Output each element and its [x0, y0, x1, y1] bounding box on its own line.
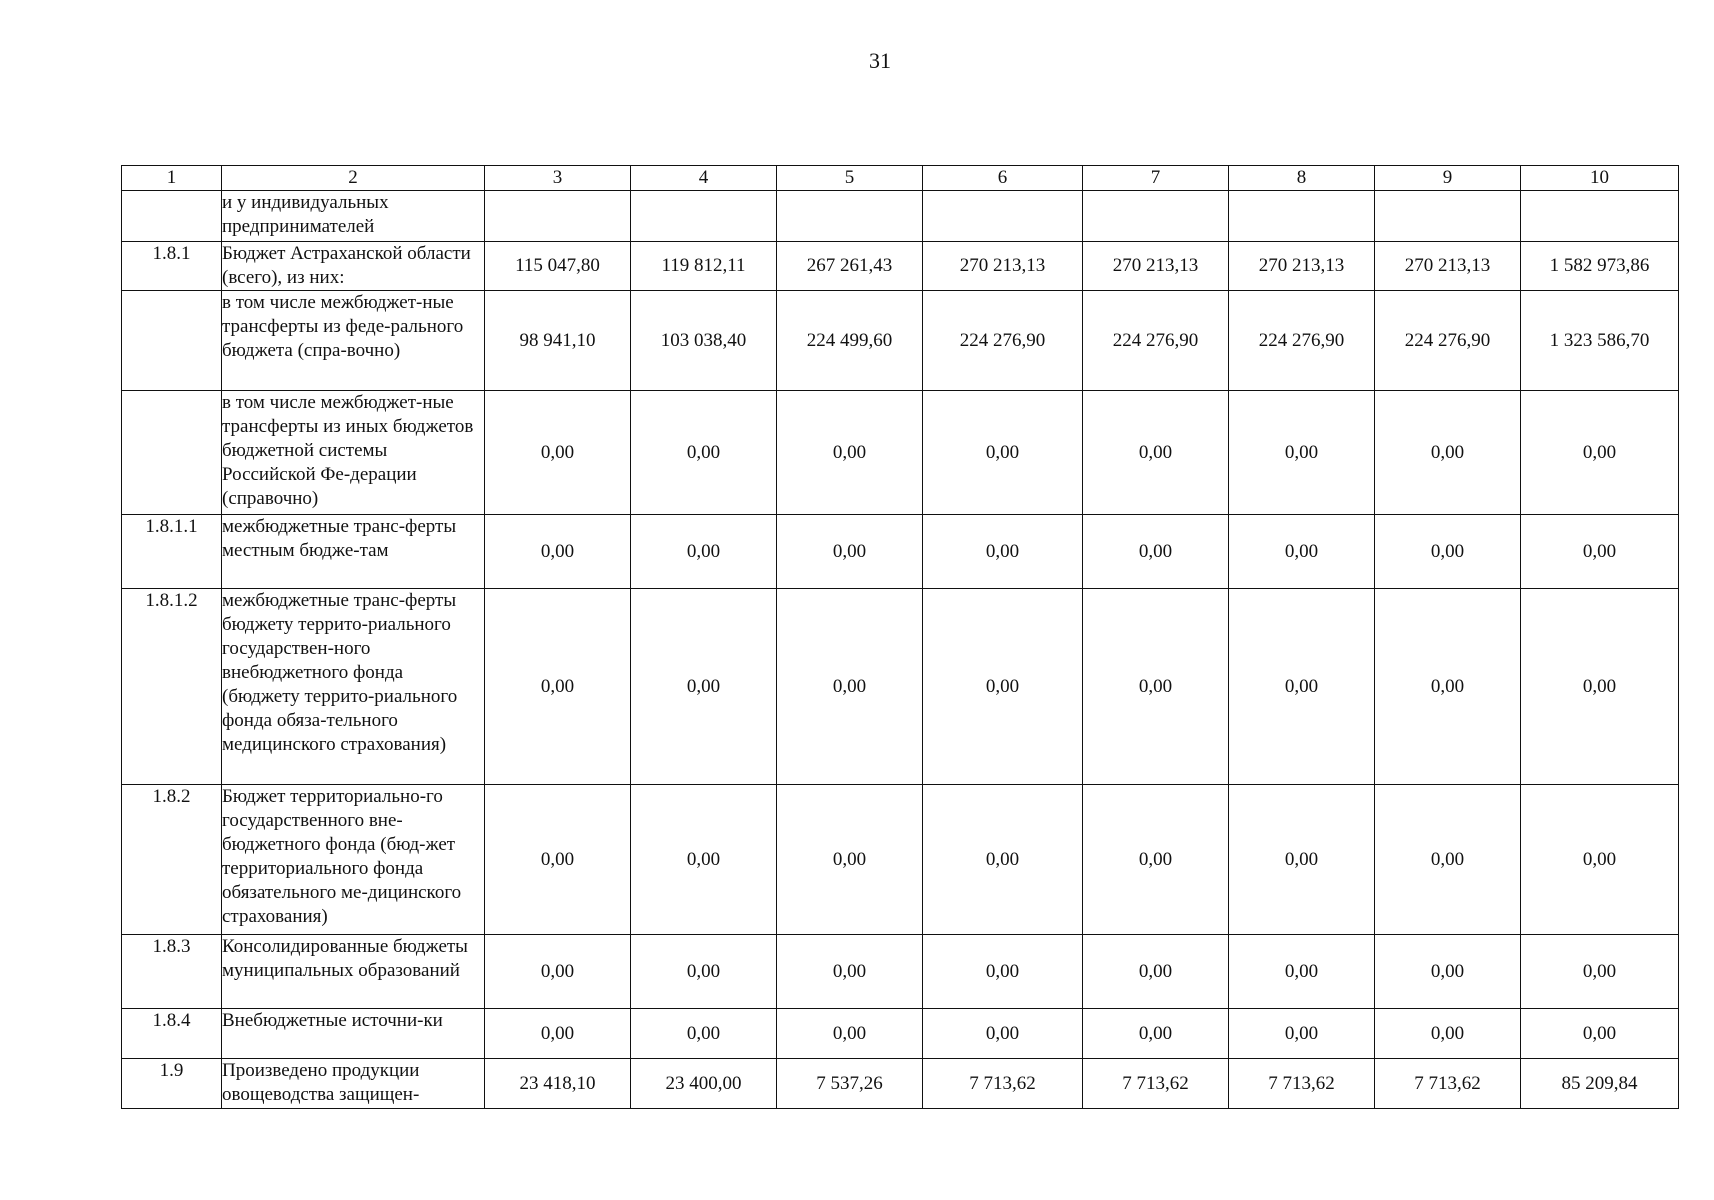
row-value: 270 213,13 — [1375, 242, 1521, 291]
row-value: 7 713,62 — [1375, 1059, 1521, 1109]
row-value — [923, 191, 1083, 242]
row-name: Произведено продукции овощеводства защищен- — [222, 1059, 485, 1109]
table-row — [122, 242, 1679, 291]
row-value: 0,00 — [485, 935, 631, 1009]
row-value: 0,00 — [1375, 589, 1521, 785]
table-row — [122, 191, 1679, 242]
row-value: 0,00 — [1229, 515, 1375, 589]
row-value: 0,00 — [631, 391, 777, 515]
row-code: 1.8.1.2 — [122, 589, 222, 785]
row-value: 0,00 — [923, 935, 1083, 1009]
row-code: 1.9 — [122, 1059, 222, 1109]
row-value: 0,00 — [1375, 391, 1521, 515]
row-name: в том числе межбюджет-ные трансферты из феде-рального бюджета (спра-вочно) — [222, 291, 485, 391]
row-value: 0,00 — [777, 391, 923, 515]
row-name: Внебюджетные источни-ки — [222, 1009, 485, 1059]
row-value: 0,00 — [1375, 515, 1521, 589]
row-value: 0,00 — [923, 391, 1083, 515]
row-value: 7 713,62 — [1083, 1059, 1229, 1109]
row-value: 85 209,84 — [1521, 1059, 1679, 1109]
row-value: 224 276,90 — [923, 291, 1083, 391]
page-number: 31 — [869, 48, 891, 73]
row-value: 270 213,13 — [1229, 242, 1375, 291]
row-name: межбюджетные транс-ферты местным бюдже-там — [222, 515, 485, 589]
column-header: 7 — [1083, 166, 1229, 191]
row-value: 0,00 — [923, 515, 1083, 589]
row-value: 0,00 — [631, 785, 777, 935]
row-code: 1.8.4 — [122, 1009, 222, 1059]
column-header: 10 — [1521, 166, 1679, 191]
row-value: 0,00 — [1083, 391, 1229, 515]
row-value: 0,00 — [631, 1009, 777, 1059]
row-value: 0,00 — [1083, 1009, 1229, 1059]
row-value: 0,00 — [777, 935, 923, 1009]
row-value: 0,00 — [1521, 515, 1679, 589]
row-value: 0,00 — [485, 1009, 631, 1059]
row-value: 0,00 — [923, 589, 1083, 785]
table-row — [122, 589, 1679, 785]
table-row — [122, 291, 1679, 391]
row-value: 224 276,90 — [1083, 291, 1229, 391]
row-value: 0,00 — [777, 589, 923, 785]
budget-table — [121, 165, 1679, 1109]
column-header: 4 — [631, 166, 777, 191]
row-value: 98 941,10 — [485, 291, 631, 391]
row-value: 119 812,11 — [631, 242, 777, 291]
row-value: 0,00 — [485, 391, 631, 515]
column-header: 3 — [485, 166, 631, 191]
row-value: 0,00 — [1375, 785, 1521, 935]
row-value: 0,00 — [1521, 1009, 1679, 1059]
row-value: 103 038,40 — [631, 291, 777, 391]
table-row — [122, 785, 1679, 935]
row-name: Бюджет Астраханской области (всего), из них: — [222, 242, 485, 291]
row-value: 0,00 — [777, 785, 923, 935]
row-code: 1.8.1.1 — [122, 515, 222, 589]
row-value — [1375, 191, 1521, 242]
column-header: 1 — [122, 166, 222, 191]
row-value — [777, 191, 923, 242]
row-value: 224 499,60 — [777, 291, 923, 391]
row-value: 0,00 — [1375, 935, 1521, 1009]
row-value: 0,00 — [1521, 785, 1679, 935]
row-name: в том числе межбюджет-ные трансферты из иных бюджетов бюджетной системы Российской Фе-дерации (справочно) — [222, 391, 485, 515]
row-value: 0,00 — [1083, 589, 1229, 785]
row-value: 224 276,90 — [1229, 291, 1375, 391]
row-value — [1083, 191, 1229, 242]
row-value — [631, 191, 777, 242]
row-code — [122, 191, 222, 242]
table-row — [122, 1059, 1679, 1109]
row-value — [1229, 191, 1375, 242]
row-name: межбюджетные транс-ферты бюджету террито-риального государствен-ного внебюджетного фонда (бюджету террито-риального фонда обяза-тельного медицинского страхования) — [222, 589, 485, 785]
row-name: Бюджет территориально-го государственного вне-бюджетного фонда (бюд-жет территориального фонда обязательного ме-дицинского страхования) — [222, 785, 485, 935]
column-header: 5 — [777, 166, 923, 191]
row-value: 0,00 — [777, 1009, 923, 1059]
row-value: 0,00 — [1229, 391, 1375, 515]
row-value: 270 213,13 — [923, 242, 1083, 291]
row-value: 270 213,13 — [1083, 242, 1229, 291]
row-value: 0,00 — [1083, 935, 1229, 1009]
row-value — [485, 191, 631, 242]
column-header: 8 — [1229, 166, 1375, 191]
row-value: 0,00 — [777, 515, 923, 589]
row-name: и у индивидуальных предпринимателей — [222, 191, 485, 242]
row-code — [122, 291, 222, 391]
row-value: 0,00 — [1229, 785, 1375, 935]
row-code: 1.8.2 — [122, 785, 222, 935]
row-value: 0,00 — [1083, 785, 1229, 935]
row-value: 23 418,10 — [485, 1059, 631, 1109]
column-header: 9 — [1375, 166, 1521, 191]
row-value: 0,00 — [631, 589, 777, 785]
row-value: 1 582 973,86 — [1521, 242, 1679, 291]
row-value: 0,00 — [1229, 589, 1375, 785]
row-value: 7 537,26 — [777, 1059, 923, 1109]
table-row — [122, 391, 1679, 515]
row-value: 267 261,43 — [777, 242, 923, 291]
row-value: 224 276,90 — [1375, 291, 1521, 391]
column-header: 6 — [923, 166, 1083, 191]
row-name: Консолидированные бюджеты муниципальных образований — [222, 935, 485, 1009]
row-value: 7 713,62 — [923, 1059, 1083, 1109]
column-header: 2 — [222, 166, 485, 191]
row-value: 23 400,00 — [631, 1059, 777, 1109]
row-value: 0,00 — [1521, 935, 1679, 1009]
row-value: 0,00 — [923, 1009, 1083, 1059]
row-value: 1 323 586,70 — [1521, 291, 1679, 391]
row-value: 0,00 — [923, 785, 1083, 935]
row-value: 0,00 — [1521, 391, 1679, 515]
row-value: 0,00 — [1229, 935, 1375, 1009]
column-number-row — [122, 166, 1679, 191]
row-value: 0,00 — [485, 785, 631, 935]
row-value: 0,00 — [1083, 515, 1229, 589]
row-code: 1.8.3 — [122, 935, 222, 1009]
row-value: 0,00 — [631, 515, 777, 589]
row-value: 0,00 — [631, 935, 777, 1009]
row-value: 0,00 — [485, 515, 631, 589]
row-value: 0,00 — [1229, 1009, 1375, 1059]
row-code — [122, 391, 222, 515]
table-row — [122, 1009, 1679, 1059]
row-value: 0,00 — [485, 589, 631, 785]
row-value: 0,00 — [1375, 1009, 1521, 1059]
row-value — [1521, 191, 1679, 242]
row-value: 7 713,62 — [1229, 1059, 1375, 1109]
row-value: 115 047,80 — [485, 242, 631, 291]
row-value: 0,00 — [1521, 589, 1679, 785]
table-row — [122, 935, 1679, 1009]
table-row — [122, 515, 1679, 589]
row-code: 1.8.1 — [122, 242, 222, 291]
